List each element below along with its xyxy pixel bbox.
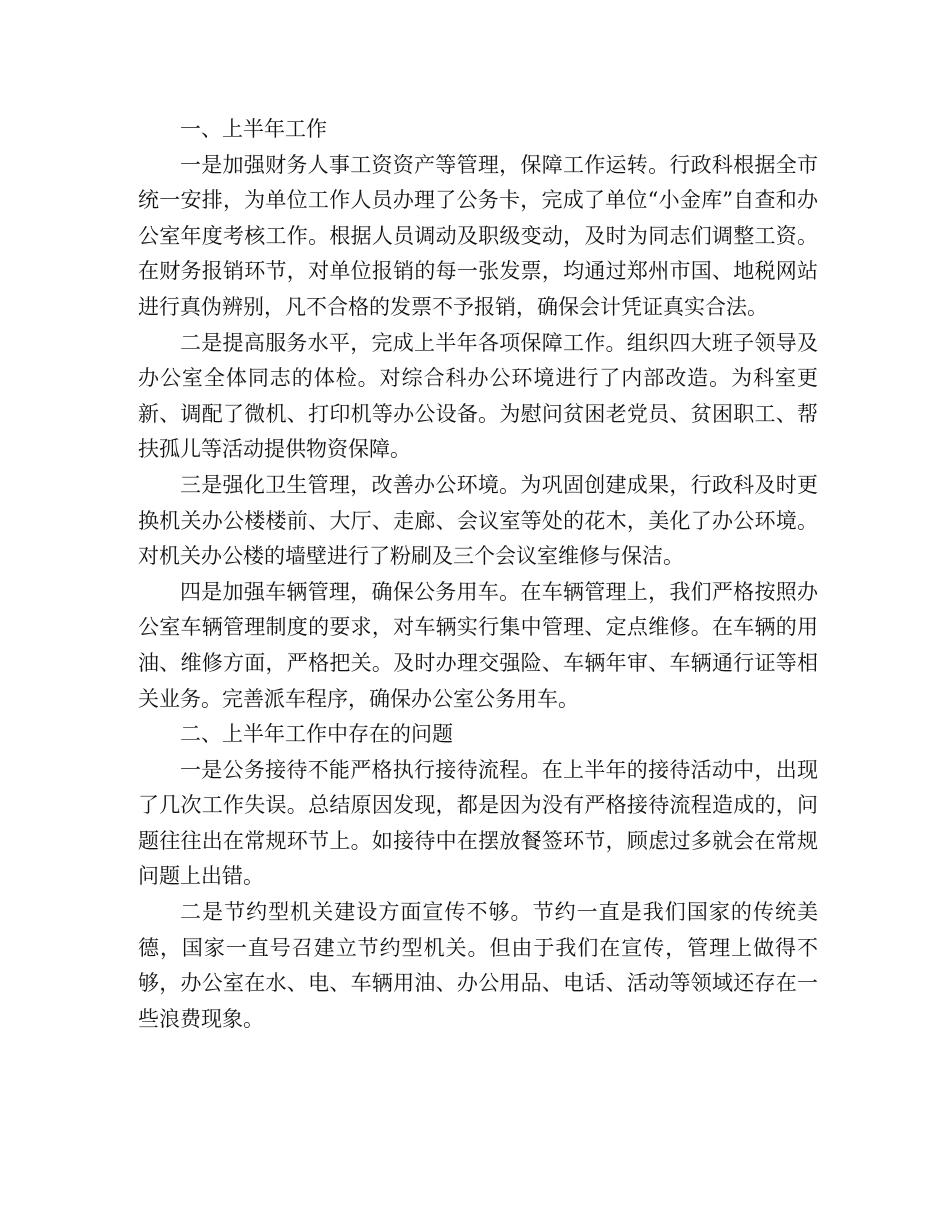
- section-heading-first-half-work: 一、上半年工作: [180, 117, 327, 141]
- paragraph-finance-management: 一是加强财务人事工资资产等管理，保障工作运转。行政科根据全市统一安排，为单位工作人员办理了公务卡，完成了单位“小金库”自查和办公室年度考核工作。根据人员调动及职级变动，及时为同志们调整工资。在财务报销环节，对单位报销的每一张发票，均通过郑州市国、地税网站进行真伪辨别，凡不合格的发票不予报销，确保会计凭证真实合法。: [138, 152, 818, 319]
- paragraph-service-level: 二是提高服务水平，完成上半年各项保障工作。组织四大班子领导及办公室全体同志的体检。对综合科办公环境进行了内部改造。为科室更新、调配了微机、打印机等办公设备。为慰问贫困老党员、贫困职工、帮扶孤儿等活动提供物资保障。: [138, 330, 818, 462]
- section-heading-problems: 二、上半年工作中存在的问题: [180, 722, 453, 747]
- paragraph-reception-process: 一是公务接待不能严格执行接待流程。在上半年的接待活动中，出现了几次工作失误。总结原因发现，都是因为没有严格接待流程造成的，问题往往出在常规环节上。如接待中在摆放餐签环节，顾虑过多就会在常规问题上出错。: [138, 757, 818, 889]
- document-body: [138, 112, 818, 1037]
- paragraph-frugal-organization: 二是节约型机关建设方面宣传不够。节约一直是我们国家的传统美德，国家一直号召建立节约型机关。但由于我们在宣传，管理上做得不够，办公室在水、电、车辆用油、办公用品、电话、活动等领域还存在一些浪费现象。: [138, 900, 818, 1031]
- paragraph-hygiene-management: 三是强化卫生管理，改善办公环境。为巩固创建成果，行政科及时更换机关办公楼楼前、大厅、走廊、会议室等处的花木，美化了办公环境。对机关办公楼的墙壁进行了粉刷及三个会议室维修与保洁。: [138, 472, 818, 569]
- paragraph-vehicle-management: 四是加强车辆管理，确保公务用车。在车辆管理上，我们严格按照办公室车辆管理制度的要求，对车辆实行集中管理、定点维修。在车辆的用油、维修方面，严格把关。及时办理交强险、车辆年审、车辆通行证等相关业务。完善派车程序，确保办公室公务用车。: [138, 579, 818, 711]
